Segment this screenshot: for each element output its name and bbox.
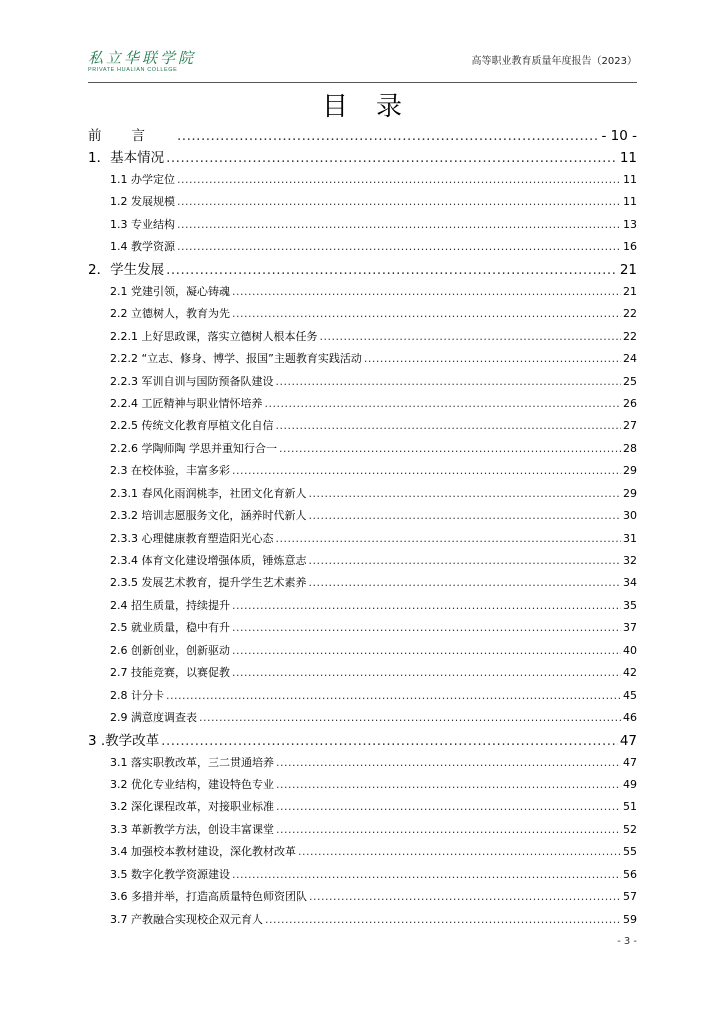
header-rule — [88, 82, 637, 83]
toc-entry-page: 40 — [623, 643, 637, 657]
toc-entry[interactable] — [88, 303, 637, 325]
toc-entry-page: 51 — [623, 800, 637, 814]
toc-leader-dots — [199, 707, 621, 729]
toc-entry[interactable] — [88, 125, 637, 147]
toc-leader-dots — [177, 191, 621, 213]
toc-entry-page: 24 — [623, 352, 637, 366]
toc-entry[interactable] — [88, 752, 637, 774]
toc-entry-label: 1．基本情况 — [88, 150, 165, 166]
toc-entry-label: 2.3.1 春风化雨润桃李，社团文化育新人 — [110, 486, 307, 500]
toc-leader-dots — [276, 371, 622, 393]
toc-entry[interactable] — [88, 909, 637, 931]
toc-entry-page: 37 — [623, 621, 637, 635]
toc-entry[interactable] — [88, 550, 637, 572]
toc-entry-page: 35 — [623, 598, 637, 612]
toc-entry[interactable] — [88, 886, 637, 908]
toc-entry-label: 2.9 满意度调查表 — [110, 711, 197, 725]
toc-entry[interactable] — [88, 685, 637, 707]
table-of-contents — [88, 125, 637, 931]
toc-entry-label: 3.1 落实职教改革，三二贯通培养 — [110, 755, 274, 769]
page-title: 目录 — [321, 92, 430, 122]
toc-leader-dots — [177, 214, 621, 236]
toc-leader-dots — [308, 483, 621, 505]
toc-leader-dots — [161, 730, 618, 752]
toc-entry-page: 59 — [623, 912, 637, 926]
toc-entry[interactable] — [88, 819, 637, 841]
toc-entry-label: 2.3.2 培训志愿服务文化，涵养时代新人 — [110, 509, 307, 523]
toc-entry[interactable] — [88, 169, 637, 191]
toc-entry[interactable] — [88, 236, 637, 258]
toc-entry-label: 3.7 产教融合实现校企双元育人 — [110, 912, 263, 926]
toc-entry-page: 29 — [623, 464, 637, 478]
toc-entry-page: 57 — [623, 890, 637, 904]
toc-entry-page: 31 — [623, 531, 637, 545]
toc-entry-label: 2.3.4 体育文化建设增强体质，锤炼意志 — [110, 554, 307, 567]
toc-entry-label: 1.4 教学资源 — [110, 240, 175, 254]
toc-leader-dots — [177, 169, 621, 191]
toc-entry[interactable] — [88, 617, 637, 639]
toc-leader-dots — [232, 662, 621, 684]
toc-entry-label: 2.3.3 心理健康教育塑造阳光心态 — [110, 531, 274, 545]
toc-leader-dots — [276, 796, 621, 818]
toc-entry-page: 52 — [623, 822, 637, 836]
logo-chinese-name: 私立华联学院 — [88, 49, 197, 67]
toc-entry[interactable] — [88, 326, 637, 348]
toc-leader-dots — [279, 438, 621, 460]
toc-entry-page: 16 — [623, 240, 637, 254]
toc-entry-page: 42 — [623, 666, 637, 680]
toc-entry-page: - 10 - — [601, 128, 637, 144]
toc-entry-label: 2.7 技能竞赛，以赛促教 — [110, 666, 230, 680]
toc-entry[interactable] — [88, 191, 637, 213]
college-logo — [88, 50, 208, 73]
toc-entry-page: 29 — [623, 486, 637, 500]
toc-entry[interactable] — [88, 438, 637, 460]
toc-leader-dots — [308, 505, 621, 527]
toc-entry[interactable] — [88, 841, 637, 863]
logo-english-name: PRIVATE HUALIAN COLLEGE — [88, 67, 178, 73]
toc-entry-label: 1.1 办学定位 — [110, 173, 175, 186]
toc-leader-dots — [276, 528, 622, 550]
toc-entry-label: 3.6 多措并举，打造高质量特色师资团队 — [110, 890, 307, 904]
toc-entry-label: 2.2.5 传统文化教育厚植文化自信 — [110, 419, 274, 433]
toc-entry-label: 3.4 加强校本教材建设，深化教材改革 — [110, 845, 296, 859]
toc-entry-label: 3.3 革新教学方法，创设丰富课堂 — [110, 822, 274, 836]
toc-entry[interactable] — [88, 505, 637, 527]
toc-entry[interactable] — [88, 371, 637, 393]
toc-entry-page: 22 — [623, 329, 637, 343]
toc-entry-label: 2.3.5 发展艺术教育，提升学生艺术素养 — [110, 576, 307, 590]
toc-entry-page: 22 — [623, 307, 637, 321]
toc-entry-label: 2.4 招生质量，持续提升 — [110, 598, 230, 612]
toc-entry[interactable] — [88, 864, 637, 886]
toc-entry[interactable] — [88, 572, 637, 594]
toc-leader-dots — [309, 886, 621, 908]
toc-leader-dots — [276, 774, 621, 796]
toc-entry-label: 3.2 优化专业结构，建设特色专业 — [110, 777, 274, 791]
toc-entry-page: 45 — [623, 688, 637, 702]
toc-entry-label: 3.5 数字化教学资源建设 — [110, 867, 230, 881]
toc-entry[interactable] — [88, 393, 637, 415]
toc-entry-page: 11 — [623, 173, 637, 186]
toc-entry-page: 55 — [623, 845, 637, 859]
toc-leader-dots — [177, 125, 599, 147]
toc-entry[interactable] — [88, 528, 637, 550]
toc-leader-dots — [276, 415, 622, 437]
toc-leader-dots — [232, 617, 621, 639]
page-header — [88, 44, 637, 84]
toc-entry[interactable] — [88, 774, 637, 796]
toc-entry-page: 46 — [623, 711, 637, 725]
toc-entry-page: 27 — [623, 419, 637, 433]
toc-entry[interactable] — [88, 281, 637, 303]
toc-leader-dots — [232, 460, 621, 482]
toc-leader-dots — [232, 864, 621, 886]
toc-entry-page: 21 — [619, 261, 637, 278]
toc-entry-page: 25 — [623, 374, 637, 388]
toc-entry-label: 1.3 专业结构 — [110, 217, 175, 231]
toc-leader-dots — [166, 685, 621, 707]
toc-entry-label: 2.2.2 “立志、修身、博学、报国”主题教育实践活动 — [110, 352, 362, 366]
toc-entry-label: 2.2.6 学陶师陶 学思并重知行合一 — [110, 441, 277, 455]
toc-leader-dots — [298, 841, 621, 863]
toc-entry-label: 2.2.4 工匠精神与职业情怀培养 — [110, 396, 263, 410]
toc-leader-dots — [232, 303, 621, 325]
toc-leader-dots — [364, 348, 621, 370]
toc-entry-label: 2.6 创新创业，创新驱动 — [110, 643, 230, 657]
report-title: 高等职业教育质量年度报告（2023） — [471, 56, 637, 67]
toc-leader-dots — [265, 909, 621, 931]
toc-entry-label: 2.3 在校体验，丰富多彩 — [110, 464, 230, 478]
toc-entry-label: 3 .教学改革 — [88, 732, 160, 749]
toc-entry[interactable] — [88, 796, 637, 818]
toc-entry-page: 21 — [623, 284, 637, 298]
toc-leader-dots — [319, 326, 621, 348]
toc-entry-page: 47 — [623, 755, 637, 769]
toc-entry[interactable] — [88, 730, 637, 752]
toc-entry-label: 2．学生发展 — [88, 261, 165, 278]
toc-entry-label: 2.2.3 军训自训与国防预备队建设 — [110, 374, 274, 388]
toc-entry-label: 1.2 发展规模 — [110, 195, 175, 209]
toc-entry-page: 28 — [623, 441, 637, 455]
toc-entry-label: 2.8 计分卡 — [110, 688, 164, 702]
toc-leader-dots — [276, 752, 621, 774]
toc-entry[interactable] — [88, 460, 637, 482]
toc-entry[interactable] — [88, 415, 637, 437]
toc-entry-page: 47 — [619, 732, 637, 749]
toc-entry[interactable] — [88, 662, 637, 684]
toc-entry-label: 2.2.1 上好思政课，落实立德树人根本任务 — [110, 329, 318, 343]
toc-entry-page: 30 — [623, 509, 637, 523]
toc-entry[interactable] — [88, 214, 637, 236]
toc-entry-page: 32 — [623, 554, 637, 567]
toc-leader-dots — [166, 259, 618, 281]
toc-entry-label: 2.5 就业质量，稳中有升 — [110, 621, 230, 635]
toc-leader-dots — [308, 572, 621, 594]
toc-entry[interactable] — [88, 595, 637, 617]
toc-entry[interactable] — [88, 147, 637, 169]
toc-entry-page: 13 — [623, 217, 637, 231]
toc-entry-page: 56 — [623, 867, 637, 881]
toc-leader-dots — [308, 550, 621, 572]
toc-entry-label: 3.2 深化课程改革，对接职业标准 — [110, 800, 274, 814]
toc-entry-label: 前言 — [88, 128, 175, 144]
toc-entry-page: 26 — [623, 396, 637, 410]
toc-entry-page: 34 — [623, 576, 637, 590]
toc-entry-page: 11 — [619, 150, 637, 166]
toc-leader-dots — [232, 595, 621, 617]
toc-entry[interactable] — [88, 259, 637, 281]
toc-leader-dots — [276, 819, 621, 841]
toc-entry-label: 2.2 立德树人，教育为先 — [110, 307, 230, 321]
toc-leader-dots — [265, 393, 622, 415]
toc-leader-dots — [232, 281, 621, 303]
toc-leader-dots — [177, 236, 621, 258]
toc-entry[interactable] — [88, 640, 637, 662]
toc-leader-dots — [232, 640, 621, 662]
page-number: - 3 - — [617, 936, 637, 947]
toc-leader-dots — [166, 147, 618, 169]
toc-entry[interactable] — [88, 707, 637, 729]
toc-entry-page: 11 — [623, 195, 637, 209]
toc-entry-page: 49 — [623, 777, 637, 791]
toc-entry-label: 2.1 党建引领，凝心铸魂 — [110, 284, 230, 298]
toc-entry[interactable] — [88, 348, 637, 370]
toc-entry[interactable] — [88, 483, 637, 505]
